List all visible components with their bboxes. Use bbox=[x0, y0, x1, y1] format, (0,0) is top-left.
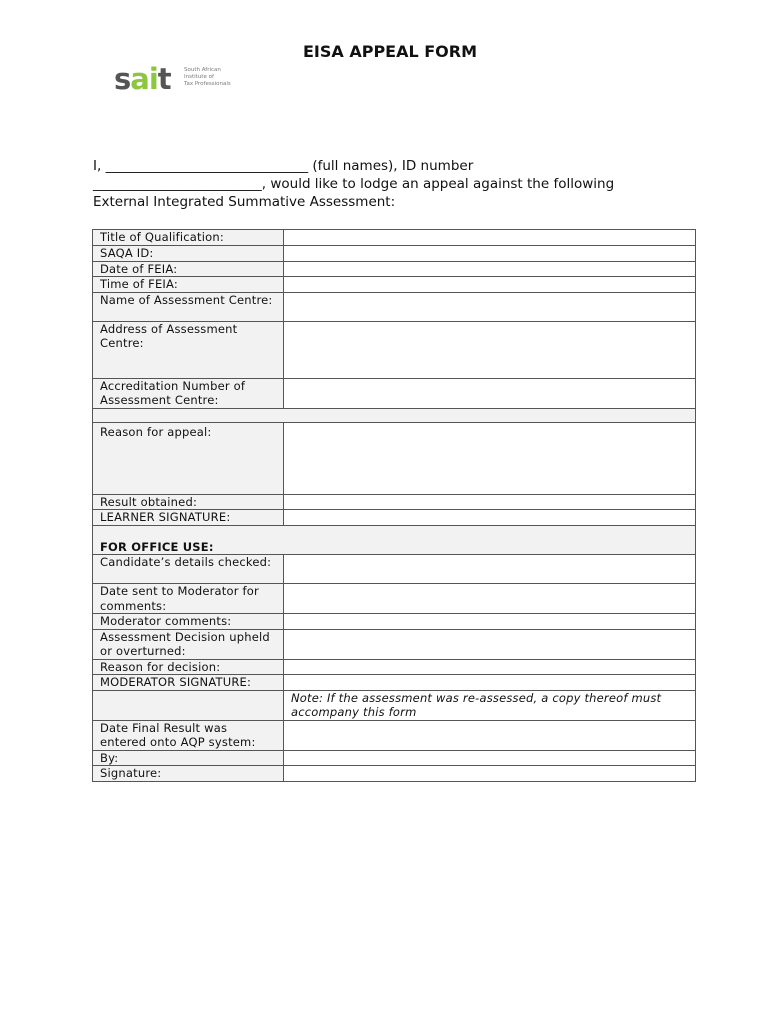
row-reason-for-decision bbox=[93, 659, 696, 675]
label-reason-for-decision: Reason for decision: bbox=[93, 659, 284, 675]
row-result-obtained bbox=[93, 494, 696, 510]
logo-wordmark: sait bbox=[114, 62, 171, 96]
intro-line-3: External Integrated Summative Assessment: bbox=[93, 194, 396, 210]
sait-logo bbox=[114, 62, 254, 98]
blank-label-cell bbox=[93, 690, 284, 720]
label-date-sent-to-moderator: Date sent to Moderator for comments: bbox=[93, 584, 284, 614]
field-reason-for-appeal[interactable] bbox=[284, 422, 696, 494]
intro-line-2: _________________________, would like to lodge an appeal against the following bbox=[93, 176, 615, 192]
field-address-of-centre[interactable] bbox=[284, 321, 696, 378]
intro-line-1: I, ______________________________ (full names), ID number bbox=[93, 158, 474, 174]
label-result-obtained: Result obtained: bbox=[93, 494, 284, 510]
reassessed-note: Note: If the assessment was re-assessed, a copy thereof must accompany this form bbox=[284, 690, 696, 720]
logo-tagline: South African Institute of Tax Professionals bbox=[184, 67, 231, 87]
field-candidate-details[interactable] bbox=[284, 555, 696, 584]
field-assessment-decision[interactable] bbox=[284, 629, 696, 659]
row-learner-signature bbox=[93, 510, 696, 526]
label-date-final-result: Date Final Result was entered onto AQP system: bbox=[93, 720, 284, 750]
field-saqa-id[interactable] bbox=[284, 246, 696, 262]
field-title-of-qualification[interactable] bbox=[284, 230, 696, 246]
row-name-of-centre bbox=[93, 292, 696, 321]
office-use-heading: FOR OFFICE USE: bbox=[100, 539, 214, 554]
label-address-of-centre: Address of Assessment Centre: bbox=[93, 321, 284, 378]
field-time-of-feia[interactable] bbox=[284, 277, 696, 293]
row-moderator-signature bbox=[93, 675, 696, 691]
row-separator bbox=[93, 408, 696, 422]
appeal-form-table bbox=[92, 229, 696, 782]
label-moderator-comments: Moderator comments: bbox=[93, 614, 284, 630]
row-reason-for-appeal bbox=[93, 422, 696, 494]
row-saqa-id bbox=[93, 246, 696, 262]
label-by: By: bbox=[93, 750, 284, 766]
row-date-sent-to-moderator bbox=[93, 584, 696, 614]
label-time-of-feia: Time of FEIA: bbox=[93, 277, 284, 293]
separator-cell bbox=[93, 408, 696, 422]
row-moderator-comments bbox=[93, 614, 696, 630]
field-reason-for-decision[interactable] bbox=[284, 659, 696, 675]
label-accreditation-number: Accreditation Number of Assessment Centre: bbox=[93, 378, 284, 408]
field-by[interactable] bbox=[284, 750, 696, 766]
label-date-of-feia: Date of FEIA: bbox=[93, 261, 284, 277]
row-time-of-feia bbox=[93, 277, 696, 293]
field-learner-signature[interactable] bbox=[284, 510, 696, 526]
row-title-of-qualification bbox=[93, 230, 696, 246]
row-address-of-centre bbox=[93, 321, 696, 378]
field-moderator-signature[interactable] bbox=[284, 675, 696, 691]
field-accreditation-number[interactable] bbox=[284, 378, 696, 408]
intro-statement bbox=[93, 157, 693, 211]
row-candidate-details bbox=[93, 555, 696, 584]
field-date-of-feia[interactable] bbox=[284, 261, 696, 277]
row-signature bbox=[93, 766, 696, 782]
label-assessment-decision: Assessment Decision upheld or overturned: bbox=[93, 629, 284, 659]
row-by bbox=[93, 750, 696, 766]
label-moderator-signature: MODERATOR SIGNATURE: bbox=[93, 675, 284, 691]
label-learner-signature: LEARNER SIGNATURE: bbox=[93, 510, 284, 526]
field-name-of-centre[interactable] bbox=[284, 292, 696, 321]
form-title: EISA APPEAL FORM bbox=[302, 42, 478, 61]
label-signature: Signature: bbox=[93, 766, 284, 782]
office-use-heading-cell bbox=[93, 525, 696, 555]
row-accreditation-number bbox=[93, 378, 696, 408]
field-date-final-result[interactable] bbox=[284, 720, 696, 750]
label-name-of-centre: Name of Assessment Centre: bbox=[93, 292, 284, 321]
row-date-of-feia bbox=[93, 261, 696, 277]
label-title-of-qualification: Title of Qualification: bbox=[93, 230, 284, 246]
label-reason-for-appeal: Reason for appeal: bbox=[93, 422, 284, 494]
row-office-use-heading bbox=[93, 525, 696, 555]
label-saqa-id: SAQA ID: bbox=[93, 246, 284, 262]
row-assessment-decision bbox=[93, 629, 696, 659]
field-signature[interactable] bbox=[284, 766, 696, 782]
field-moderator-comments[interactable] bbox=[284, 614, 696, 630]
row-reassessed-note bbox=[93, 690, 696, 720]
field-date-sent-to-moderator[interactable] bbox=[284, 584, 696, 614]
label-candidate-details: Candidate’s details checked: bbox=[93, 555, 284, 584]
field-result-obtained[interactable] bbox=[284, 494, 696, 510]
row-date-final-result bbox=[93, 720, 696, 750]
